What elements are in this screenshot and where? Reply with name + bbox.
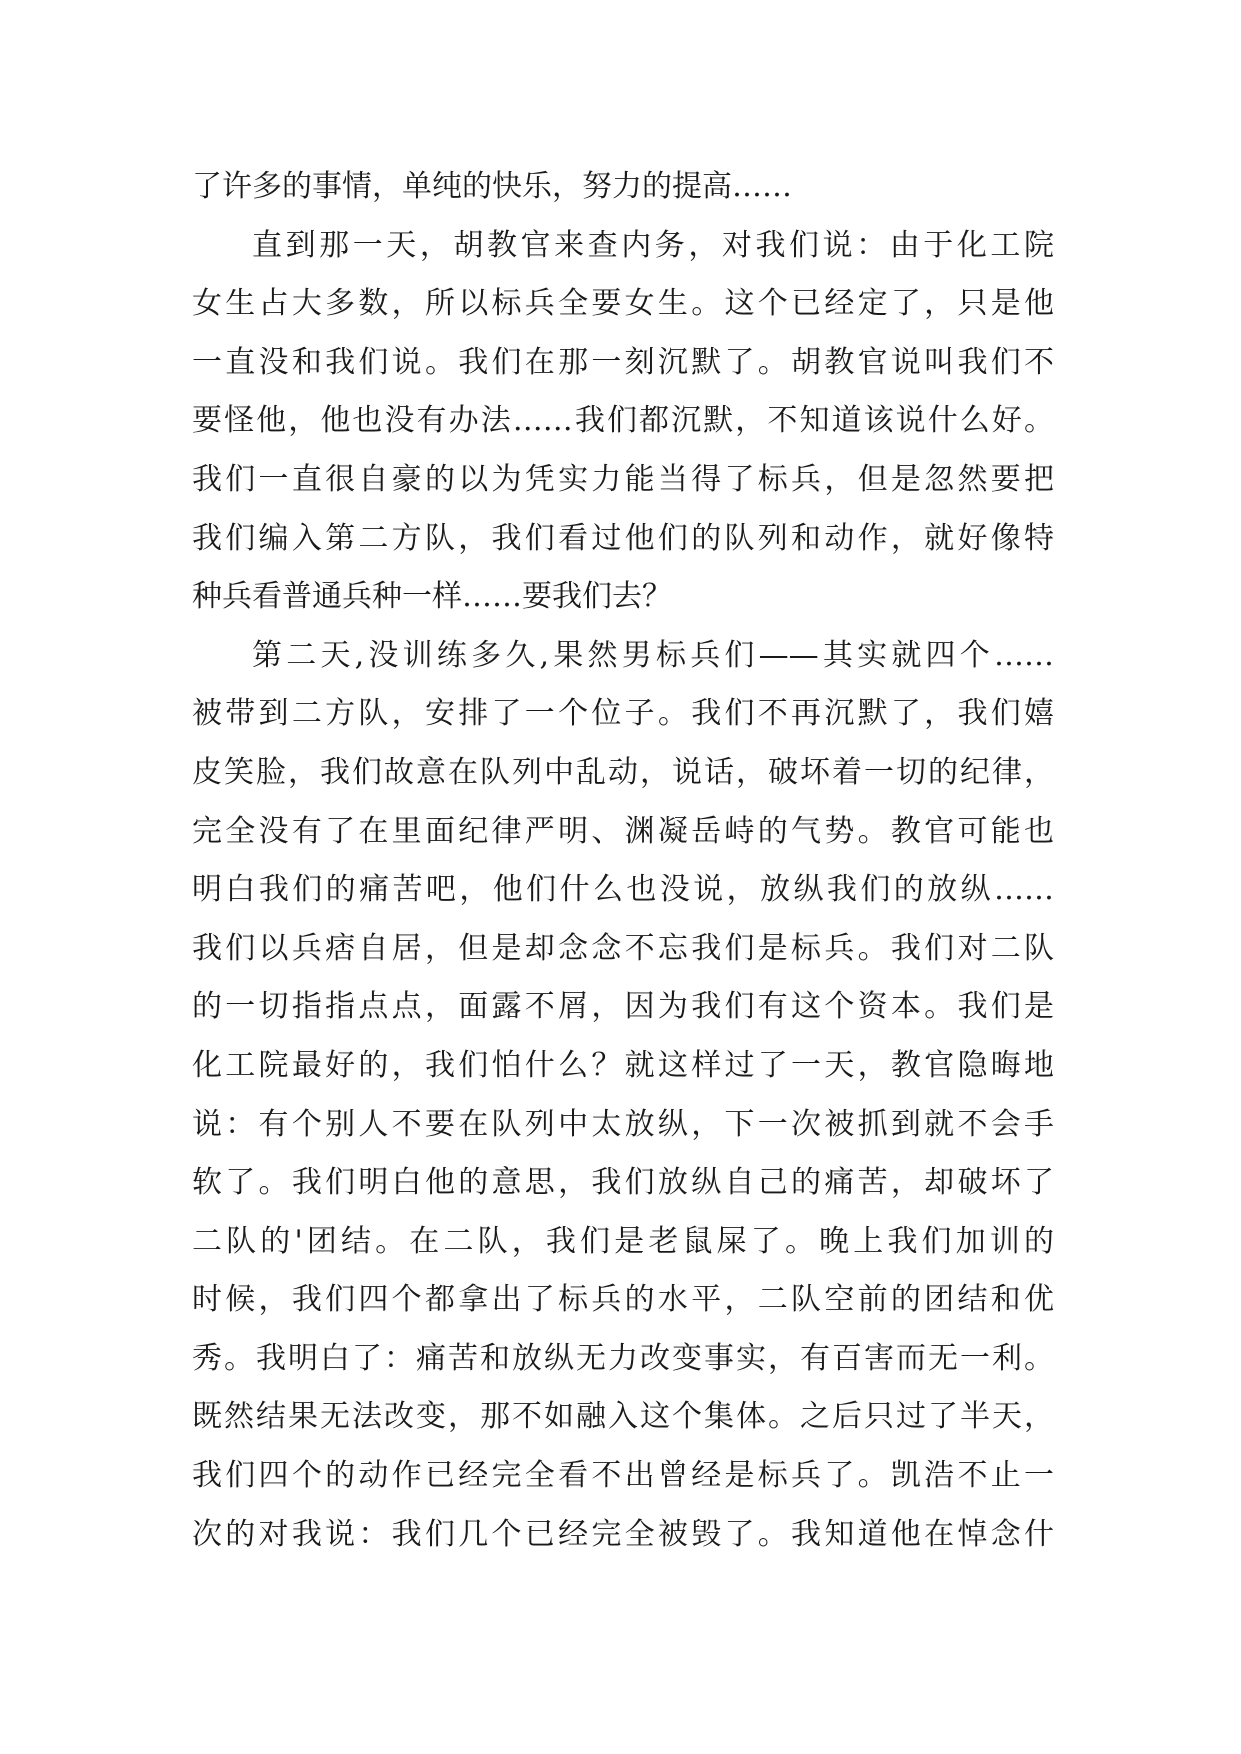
- text-line: 次的对我说：我们几个已经完全被毁了。我知道他在悼念什: [192, 1516, 1054, 1552]
- text-line: 一直没和我们说。我们在那一刻沉默了。胡教官说叫我们不: [192, 344, 1054, 380]
- text-line: 的一切指指点点，面露不屑，因为我们有这个资本。我们是: [192, 989, 1054, 1025]
- text-line: 明白我们的痛苦吧，他们什么也没说，放纵我们的放纵……: [192, 872, 1054, 908]
- text-line: 二队的'团结。在二队，我们是老鼠屎了。晚上我们加训的: [192, 1223, 1054, 1259]
- text-line: 说：有个别人不要在队列中太放纵，下一次被抓到就不会手: [192, 1106, 1054, 1142]
- text-line: 女生占大多数，所以标兵全要女生。这个已经定了，只是他: [192, 286, 1054, 322]
- text-line: 种兵看普通兵种一样……要我们去？: [192, 579, 672, 615]
- text-line: 既然结果无法改变，那不如融入这个集体。之后只过了半天，: [192, 1399, 1054, 1435]
- text-line: 完全没有了在里面纪律严明、渊凝岳峙的气势。教官可能也: [192, 813, 1054, 849]
- text-line: 我们四个的动作已经完全看不出曾经是标兵了。凯浩不止一: [192, 1458, 1054, 1494]
- paragraph-first-line: 直到那一天，胡教官来查内务，对我们说：由于化工院: [252, 227, 1054, 263]
- body-text: [192, 158, 1054, 1564]
- text-line: 皮笑脸，我们故意在队列中乱动，说话，破坏着一切的纪律，: [192, 754, 1054, 790]
- text-line: 时候，我们四个都拿出了标兵的水平，二队空前的团结和优: [192, 1282, 1054, 1318]
- text-line: 秀。我明白了：痛苦和放纵无力改变事实，有百害而无一利。: [192, 1340, 1054, 1376]
- text-line: 了许多的事情，单纯的快乐，努力的提高……: [192, 169, 792, 204]
- text-line: 要怪他，他也没有办法……我们都沉默，不知道该说什么好。: [192, 403, 1054, 439]
- text-line: 我们一直很自豪的以为凭实力能当得了标兵，但是忽然要把: [192, 461, 1054, 497]
- text-line: 被带到二方队，安排了一个位子。我们不再沉默了，我们嬉: [192, 696, 1054, 732]
- text-line: 我们编入第二方队，我们看过他们的队列和动作，就好像特: [192, 520, 1054, 556]
- text-line: 化工院最好的，我们怕什么？就这样过了一天，教官隐晦地: [192, 1047, 1054, 1083]
- text-line: 我们以兵痞自居，但是却念念不忘我们是标兵。我们对二队: [192, 930, 1054, 966]
- paragraph-first-line: 第二天,没训练多久,果然男标兵们——其实就四个……: [252, 637, 1054, 673]
- text-line: 软了。我们明白他的意思，我们放纵自己的痛苦，却破坏了: [192, 1165, 1054, 1201]
